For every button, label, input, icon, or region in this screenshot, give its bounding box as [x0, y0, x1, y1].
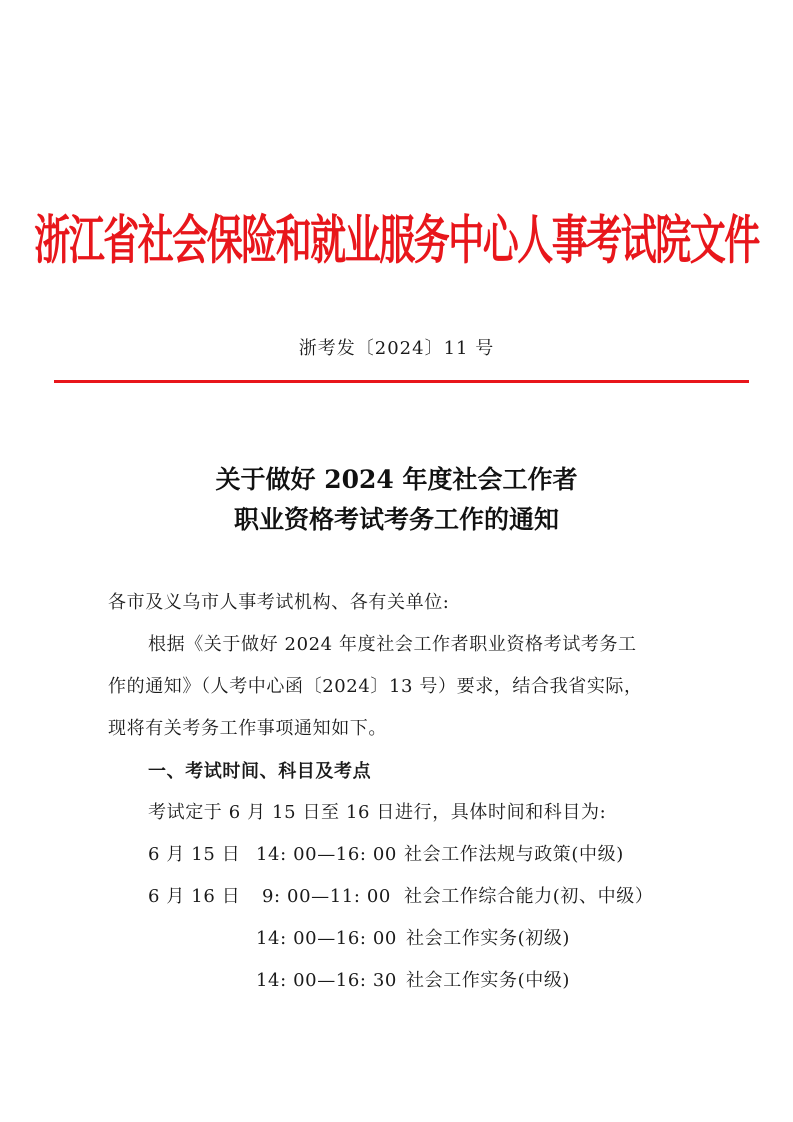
- notice-title: [0, 460, 793, 540]
- schedule-time: 14: 00—16: 00: [256, 928, 397, 949]
- schedule-subject: 社会工作法规与政策(中级): [404, 844, 624, 865]
- schedule-time: 14: 00—16: 30: [256, 970, 397, 991]
- section-1-heading: 一、考试时间、科目及考点: [148, 761, 372, 782]
- notice-title-line-1: 关于做好 2024 年度社会工作者: [215, 465, 578, 494]
- paragraph-1-line-2: 作的通知》（人考中心函〔2024〕13 号）要求，结合我省实际，: [108, 676, 643, 697]
- notice-title-line-2: 职业资格考试考务工作的通知: [233, 505, 559, 534]
- issuer-title: 浙江省社会保险和就业服务中心人事考试院文件: [34, 211, 759, 271]
- schedule-time: 14: 00—16: 00: [256, 844, 397, 865]
- schedule-subject: 社会工作实务(中级): [406, 970, 571, 991]
- section-1-intro: 考试定于 6 月 15 日至 16 日进行，具体时间和科目为:: [148, 802, 607, 823]
- red-divider-line: [54, 380, 749, 383]
- schedule-subject: 社会工作综合能力(初、中级）: [404, 886, 654, 907]
- document-number: 浙考发〔2024〕11 号: [298, 338, 495, 359]
- schedule-time: 9: 00—11: 00: [262, 886, 391, 907]
- schedule-date: 6 月 16 日: [148, 886, 241, 907]
- paragraph-1-line-3: 现将有关考务工作事项通知如下。: [108, 718, 387, 739]
- schedule-date: 6 月 15 日: [148, 844, 241, 865]
- schedule-subject: 社会工作实务(初级): [406, 928, 571, 949]
- paragraph-1-line-1: 根据《关于做好 2024 年度社会工作者职业资格考试考务工: [148, 634, 637, 655]
- addressee: 各市及义乌市人事考试机构、各有关单位:: [108, 592, 450, 613]
